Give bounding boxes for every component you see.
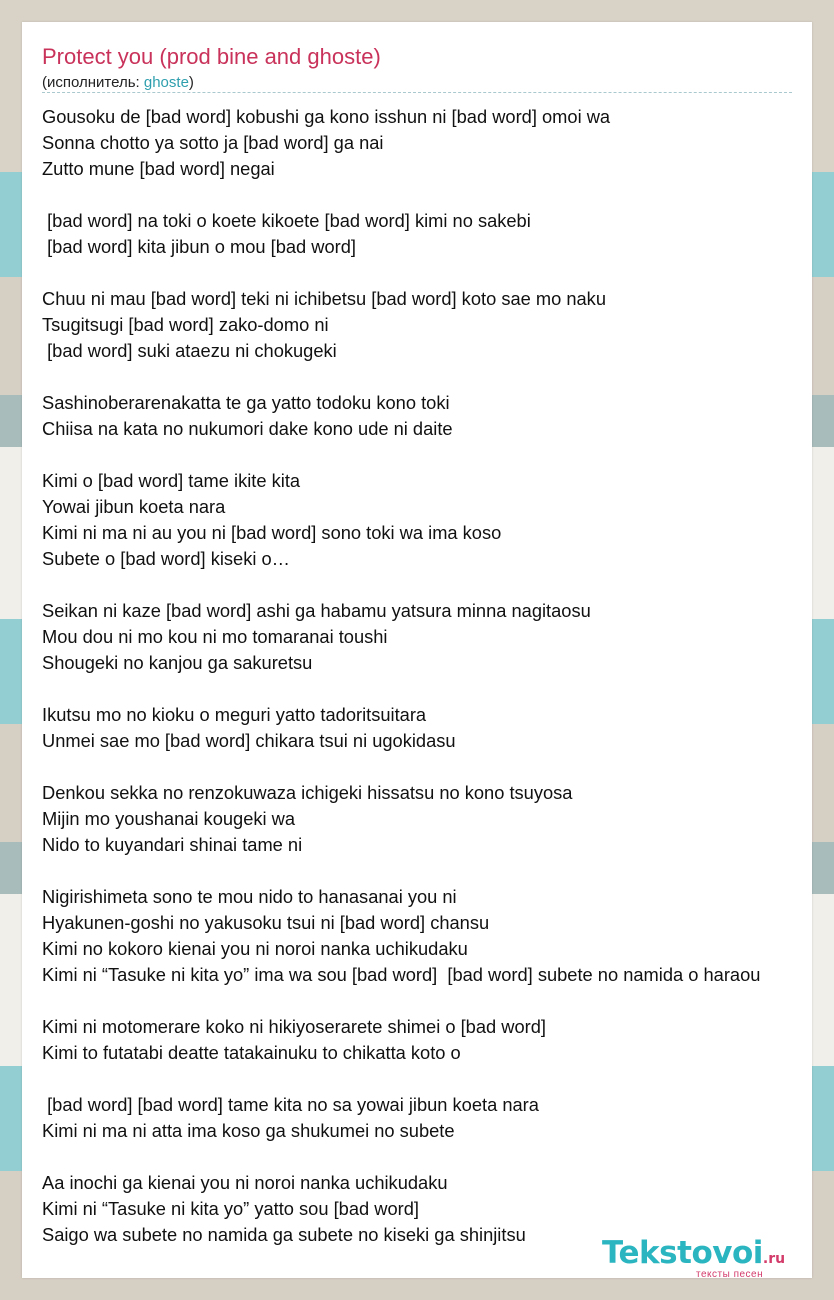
song-title: Protect you (prod bine and ghoste) — [42, 44, 381, 69]
artist-prefix: (исполнитель: — [42, 74, 144, 91]
lyric-line: Sashinoberarenakatta te ga yatto todoku kono toki — [42, 392, 450, 413]
lyric-line: Mou dou ni mo kou ni mo tomaranai toushi — [42, 626, 388, 647]
lyric-line: Kimi ni motomerare koko ni hikiyoserarete shimei o [bad word] — [42, 1016, 546, 1037]
title-divider — [42, 92, 792, 93]
lyric-line: Seikan ni kaze [bad word] ashi ga habamu yatsura minna nagitaosu — [42, 600, 591, 621]
artist-link[interactable]: ghoste — [143, 74, 189, 91]
lyric-line: Hyakunen-goshi no yakusoku tsui ni [bad word] chansu — [42, 912, 490, 933]
lyric-line: Denkou sekka no renzokuwaza ichigeki hissatsu no kono tsuyosa — [42, 782, 573, 803]
lyric-line: Sonna chotto ya sotto ja [bad word] ga nai — [42, 132, 384, 153]
lyrics-body — [42, 104, 812, 1248]
lyric-line: Chuu ni mau [bad word] teki ni ichibetsu [bad word] koto sae mo naku — [42, 288, 606, 309]
lyric-blank-line — [42, 260, 812, 286]
lyric-line: [bad word] kita jibun o mou [bad word] — [42, 236, 357, 257]
site-logo[interactable] — [602, 1235, 786, 1280]
lyric-line: Mijin mo youshanai kougeki wa — [42, 808, 296, 829]
lyrics-card — [22, 22, 812, 1278]
lyric-line: Nigirishimeta sono te mou nido to hanasanai you ni — [42, 886, 457, 907]
lyric-blank-line — [42, 364, 812, 390]
lyric-line: Yowai jibun koeta nara — [42, 496, 226, 517]
lyric-blank-line — [42, 1144, 812, 1170]
lyric-line: Shougeki no kanjou ga sakuretsu — [42, 652, 313, 673]
lyric-line: Kimi no kokoro kienai you ni noroi nanka uchikudaku — [42, 938, 468, 959]
lyric-line: [bad word] na toki o koete kikoete [bad word] kimi no sakebi — [42, 210, 531, 231]
lyric-blank-line — [42, 988, 812, 1014]
lyric-line: Kimi ni “Tasuke ni kita yo” yatto sou [bad word] — [42, 1198, 419, 1219]
logo-wordmark: Tekstovoi — [602, 1235, 763, 1271]
logo-subtitle: тексты песен — [696, 1269, 764, 1280]
logo-tld: .ru — [762, 1251, 786, 1267]
lyric-line: Gousoku de [bad word] kobushi ga kono isshun ni [bad word] omoi wa — [42, 106, 611, 127]
artist-line — [42, 74, 194, 91]
lyric-blank-line — [42, 572, 812, 598]
lyric-line: [bad word] [bad word] tame kita no sa yowai jibun koeta nara — [42, 1094, 539, 1115]
lyric-line: Kimi ni ma ni atta ima koso ga shukumei no subete — [42, 1120, 455, 1141]
lyric-line: Kimi ni “Tasuke ni kita yo” ima wa sou [bad word] [bad word] subete no namida o haraou — [42, 964, 761, 985]
lyric-blank-line — [42, 676, 812, 702]
lyric-line: Ikutsu mo no kioku o meguri yatto tadoritsuitara — [42, 704, 427, 725]
lyric-blank-line — [42, 442, 812, 468]
lyric-line: Subete o [bad word] kiseki o… — [42, 548, 290, 569]
lyric-blank-line — [42, 182, 812, 208]
lyric-line: Aa inochi ga kienai you ni noroi nanka uchikudaku — [42, 1172, 448, 1193]
lyric-line: Unmei sae mo [bad word] chikara tsui ni ugokidasu — [42, 730, 456, 751]
lyric-line: Kimi to futatabi deatte tatakainuku to chikatta koto o — [42, 1042, 461, 1063]
lyric-blank-line — [42, 858, 812, 884]
lyric-blank-line — [42, 754, 812, 780]
lyric-blank-line — [42, 1066, 812, 1092]
lyric-line: Zutto mune [bad word] negai — [42, 158, 275, 179]
artist-suffix: ) — [188, 74, 194, 91]
lyric-line: Kimi ni ma ni au you ni [bad word] sono toki wa ima koso — [42, 522, 502, 543]
lyric-line: Nido to kuyandari shinai tame ni — [42, 834, 303, 855]
lyric-line: [bad word] suki ataezu ni chokugeki — [42, 340, 337, 361]
lyric-line: Saigo wa subete no namida ga subete no kiseki ga shinjitsu — [42, 1224, 526, 1245]
lyric-line: Tsugitsugi [bad word] zako-domo ni — [42, 314, 329, 335]
lyric-line: Kimi o [bad word] tame ikite kita — [42, 470, 301, 491]
lyric-line: Chiisa na kata no nukumori dake kono ude ni daite — [42, 418, 453, 439]
